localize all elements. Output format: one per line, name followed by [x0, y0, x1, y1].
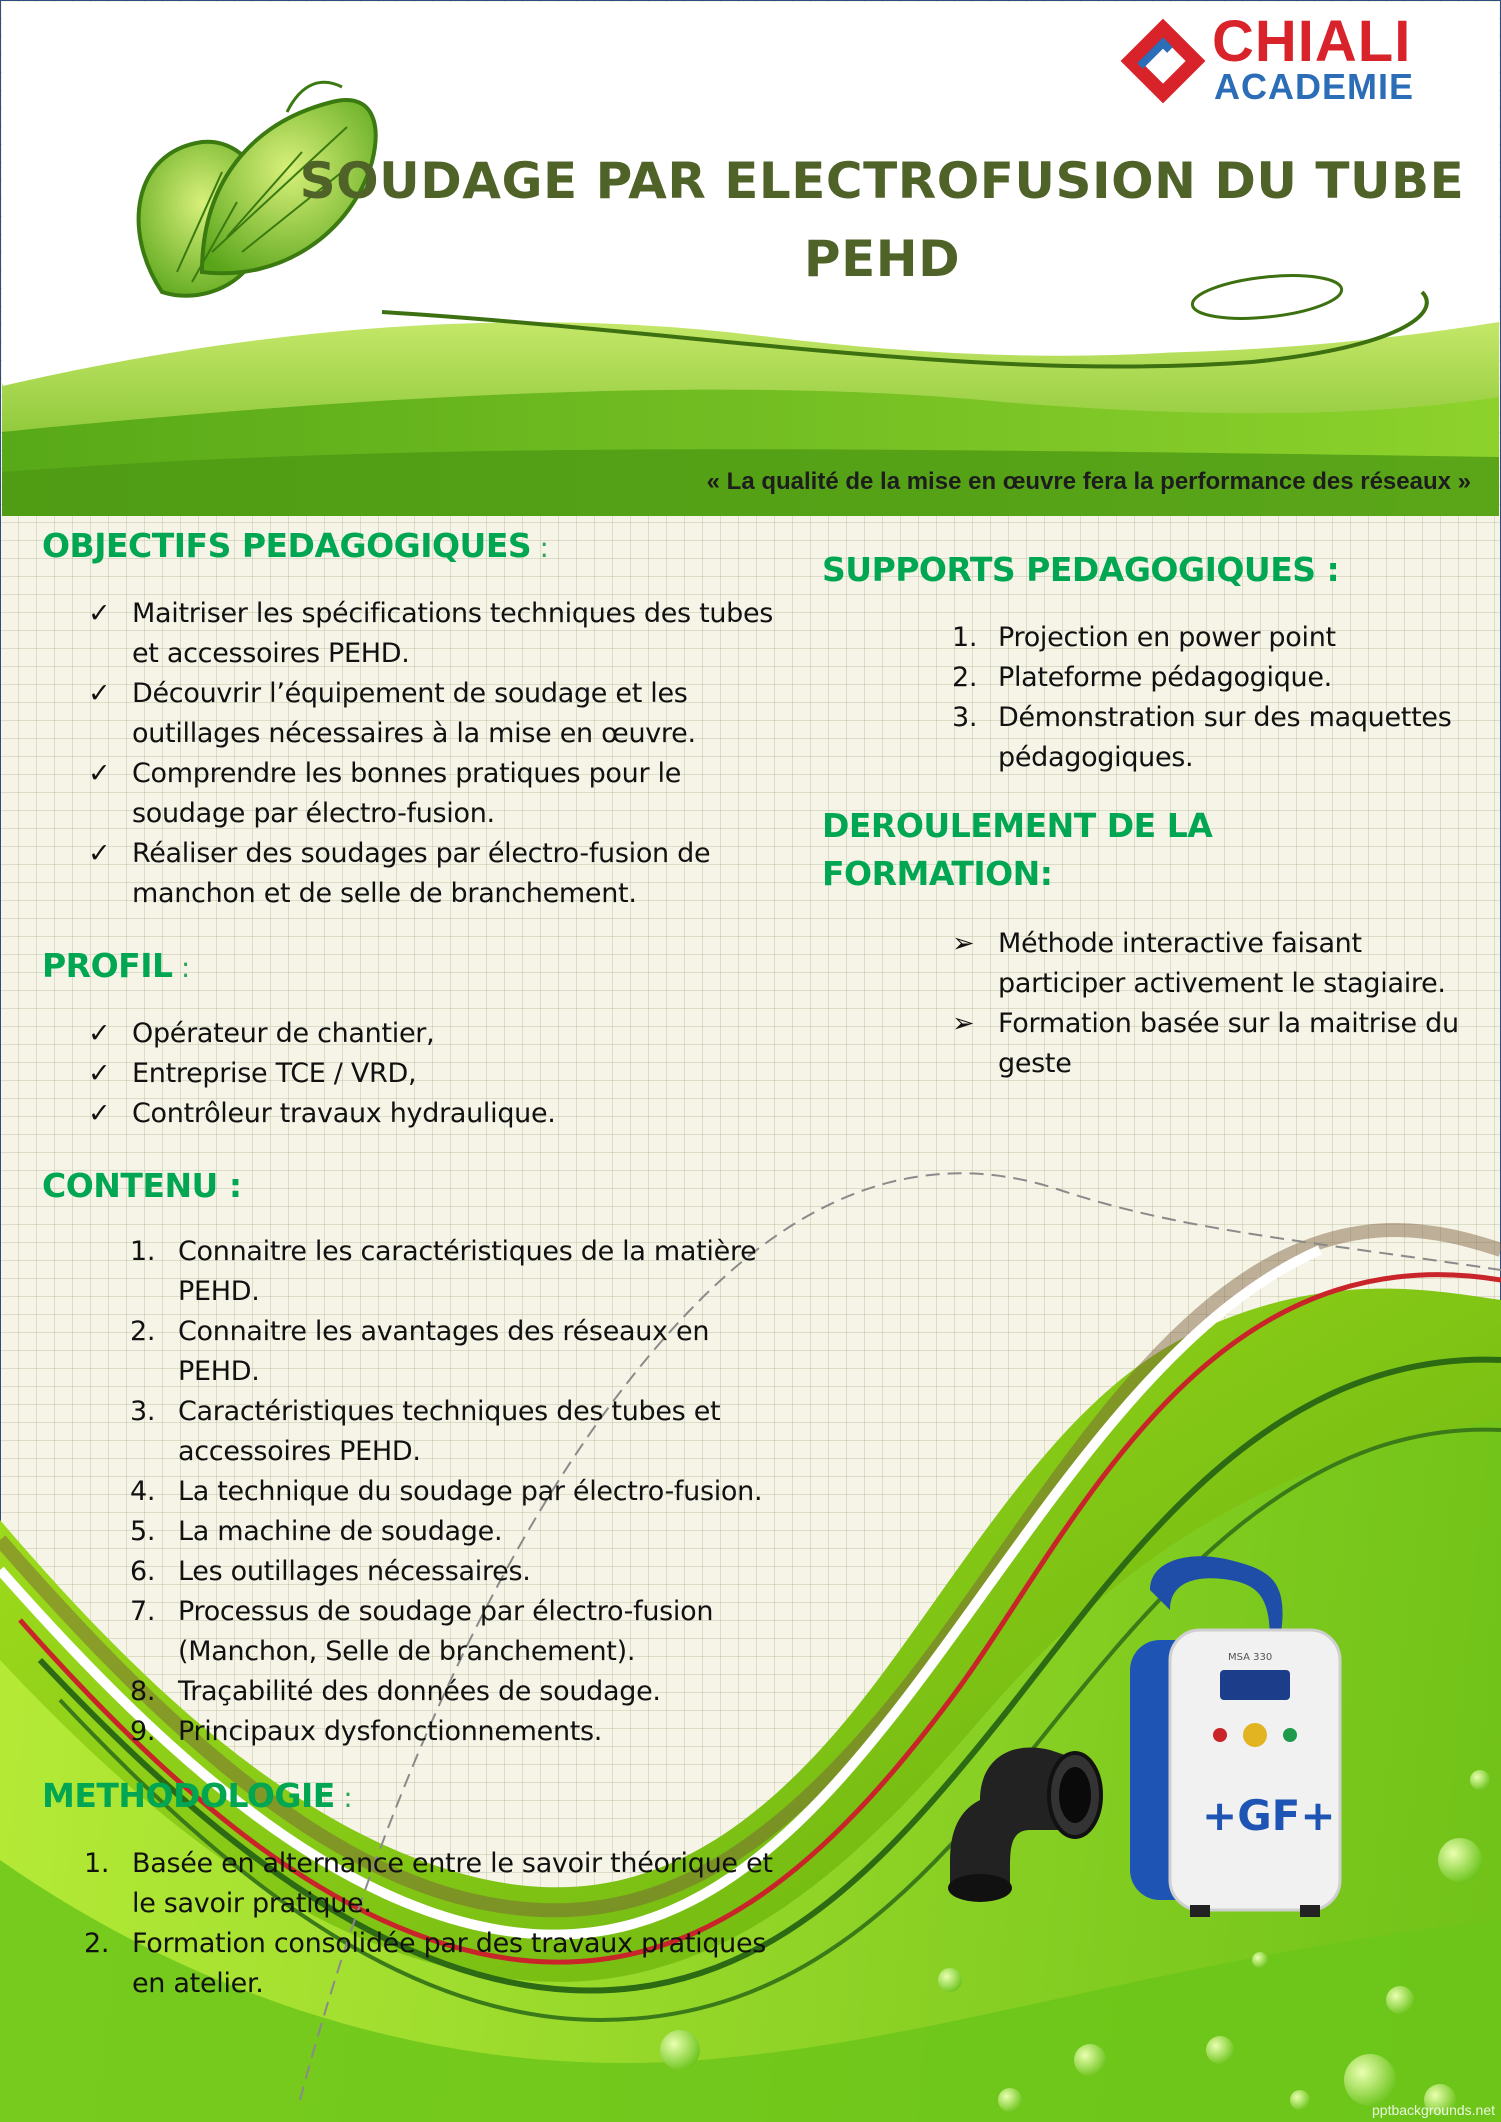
- item-number: 3.: [130, 1396, 156, 1427]
- item-number: 1.: [952, 622, 978, 653]
- logo-diamond-icon: [1120, 18, 1206, 104]
- arrow-bullet-icon: ➢: [952, 928, 975, 959]
- list-item: ✓ Entreprise TCE / VRD,: [88, 1054, 778, 1094]
- objectifs-section: [42, 522, 774, 909]
- check-icon: ✓: [88, 838, 111, 869]
- logo-brand-text: CHIALI: [1212, 9, 1412, 74]
- list-item: 2. Plateforme pédagogique.: [952, 658, 1472, 698]
- list-item: 1. Projection en power point: [952, 618, 1472, 658]
- chiali-academie-logo: [1120, 9, 1440, 107]
- list-item: ✓ Réaliser des soudages par électro-fusion de manchon et de selle de branchement.: [88, 834, 778, 914]
- contenu-section: [42, 1162, 763, 1747]
- title-line-2: PEHD: [803, 230, 961, 288]
- machine-brand-text: +GF+: [1202, 1791, 1336, 1840]
- methodologie-heading-colon: :: [334, 1781, 353, 1814]
- supports-heading: SUPPORTS PEDAGOGIQUES :: [822, 550, 1340, 589]
- methodologie-heading-text: METHODOLOGIE: [42, 1776, 335, 1815]
- list-item: 3. Caractéristiques techniques des tubes et accessoires PEHD.: [130, 1392, 770, 1472]
- item-number: 8.: [130, 1676, 156, 1707]
- methodologie-list: [84, 1844, 784, 2004]
- list-item: 8. Traçabilité des données de soudage.: [130, 1672, 770, 1712]
- list-item: 2. Formation consolidée par des travaux pratiques en atelier.: [84, 1924, 784, 2004]
- contenu-heading: CONTENU :: [42, 1166, 242, 1205]
- arrow-bullet-icon: ➢: [952, 1008, 975, 1039]
- list-item: ✓ Contrôleur travaux hydraulique.: [88, 1094, 778, 1134]
- profil-heading-text: PROFIL: [42, 946, 173, 985]
- objectifs-list: [88, 594, 778, 914]
- list-item: ✓ Opérateur de chantier,: [88, 1014, 778, 1054]
- list-item: ➢ Formation basée sur la maitrise du geste: [952, 1004, 1472, 1084]
- list-item: 2. Connaitre les avantages des réseaux en PEHD.: [130, 1312, 770, 1392]
- tagline: « La qualité de la mise en œuvre fera la performance des réseaux »: [706, 468, 1471, 495]
- header-banner: [2, 2, 1499, 516]
- deroulement-section: [822, 802, 1459, 1079]
- background-credit: pptbackgrounds.net: [1372, 2102, 1495, 2118]
- supports-list: [952, 618, 1472, 778]
- profil-heading: [42, 942, 190, 992]
- check-icon: ✓: [88, 598, 111, 629]
- page-title: [262, 142, 1499, 298]
- methodologie-section: [42, 1772, 773, 1999]
- list-item: 3. Démonstration sur des maquettes pédagogiques.: [952, 698, 1472, 778]
- item-number: 6.: [130, 1556, 156, 1587]
- contenu-list: [130, 1232, 770, 1752]
- objectifs-heading: [42, 522, 549, 572]
- list-item: ➢ Méthode interactive faisant participer activement le stagiaire.: [952, 924, 1472, 1004]
- check-icon: ✓: [88, 758, 111, 789]
- deroulement-list: [952, 924, 1472, 1084]
- item-number: 2.: [84, 1928, 110, 1959]
- item-number: 1.: [130, 1236, 156, 1267]
- profil-list: [88, 1014, 778, 1134]
- check-icon: ✓: [88, 678, 111, 709]
- item-number: 7.: [130, 1596, 156, 1627]
- methodologie-heading: [42, 1772, 352, 1822]
- item-number: 9.: [130, 1716, 156, 1747]
- item-number: 1.: [84, 1848, 110, 1879]
- item-number: 3.: [952, 702, 978, 733]
- list-item: ✓ Maitriser les spécifications techniques des tubes et accessoires PEHD.: [88, 594, 778, 674]
- check-icon: ✓: [88, 1058, 111, 1089]
- list-item: ✓ Comprendre les bonnes pratiques pour le soudage par électro-fusion.: [88, 754, 778, 834]
- list-item: 6. Les outillages nécessaires.: [130, 1552, 770, 1592]
- profil-heading-colon: :: [172, 951, 190, 984]
- list-item: ✓ Découvrir l’équipement de soudage et les outillages nécessaires à la mise en œuvre.: [88, 674, 778, 754]
- item-number: 4.: [130, 1476, 156, 1507]
- profil-section: [42, 942, 556, 1129]
- item-number: 5.: [130, 1516, 156, 1547]
- deroulement-heading: DEROULEMENT DE LA FORMATION:: [822, 806, 1213, 893]
- title-line-1: SOUDAGE PAR ELECTROFUSION DU TUBE: [299, 152, 1465, 210]
- objectifs-heading-text: OBJECTIFS PEDAGOGIQUES: [42, 526, 532, 565]
- list-item: 7. Processus de soudage par électro-fusion (Manchon, Selle de branchement).: [130, 1592, 770, 1672]
- list-item: 1. Basée en alternance entre le savoir théorique et le savoir pratique.: [84, 1844, 784, 1924]
- machine-model-text: MSA 330: [1228, 1652, 1273, 1663]
- list-item: 9. Principaux dysfonctionnements.: [130, 1712, 770, 1752]
- logo-sub-text: ACADEMIE: [1214, 66, 1415, 107]
- check-icon: ✓: [88, 1018, 111, 1049]
- list-item: 4. La technique du soudage par électro-fusion.: [130, 1472, 770, 1512]
- item-number: 2.: [952, 662, 978, 693]
- supports-section: [822, 546, 1452, 773]
- item-number: 2.: [130, 1316, 156, 1347]
- check-icon: ✓: [88, 1098, 111, 1129]
- list-item: 1. Connaitre les caractéristiques de la matière PEHD.: [130, 1232, 770, 1312]
- objectifs-heading-colon: :: [531, 531, 549, 564]
- list-item: 5. La machine de soudage.: [130, 1512, 770, 1552]
